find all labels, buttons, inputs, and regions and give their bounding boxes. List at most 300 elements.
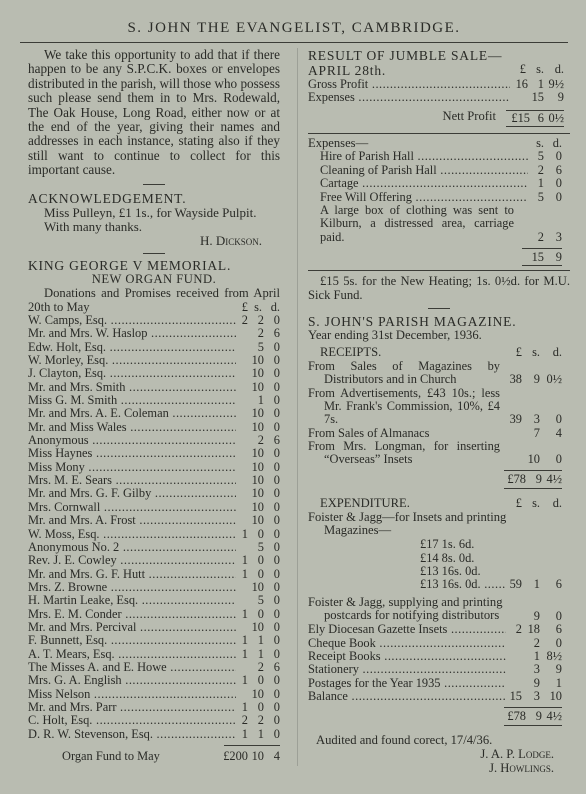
magazine-heading: S. JOHN'S PARISH MAGAZINE. (308, 314, 517, 330)
row-label: Expenses ..... (308, 91, 510, 104)
donor-row (28, 594, 280, 607)
donor-row (28, 728, 280, 741)
row-label: Postages for the Year 1935 ..... (308, 677, 506, 690)
row-shillings: 1 (537, 176, 544, 191)
row-pence: 8½ (546, 648, 562, 663)
row-label: From Sales of Magazines by Distributors and in Church (308, 360, 500, 387)
donor-pence: 0 (273, 313, 280, 327)
divider-rule (428, 308, 450, 309)
donor-pence: 0 (273, 526, 280, 541)
donor-name: The Misses A. and E. Howe ..... (28, 661, 236, 674)
donor-name: Rev. J. E. Cowley ..... (28, 554, 236, 567)
clothing-box-row (308, 204, 570, 244)
col-head-shillings: s. (536, 135, 544, 150)
row-label: From Mrs. Longman, for inserting “Overseas” Insets (308, 440, 500, 467)
donor-row (28, 434, 280, 447)
donor-row (28, 407, 280, 420)
memorial-subheading: NEW ORGAN FUND. (91, 272, 217, 287)
row-pounds: 16 (515, 77, 528, 91)
jumble-column-heads (512, 63, 570, 78)
receipt-row (308, 427, 570, 440)
receipt-row (308, 387, 570, 427)
row-label: Free Will Offering ..... (320, 191, 528, 204)
auditor-2: J. Howlings. (489, 760, 554, 775)
total-pounds: £78 (507, 709, 526, 724)
sub-amount-row (308, 578, 570, 591)
total-pence: 4½ (546, 709, 562, 724)
sub-amount: £14 8s. 0d. (420, 551, 475, 565)
nett-label: Nett Profit (442, 108, 496, 123)
donor-pounds: 1 (241, 526, 248, 541)
jumble-expense-list (308, 150, 570, 203)
col-head-shillings: s. (536, 62, 544, 76)
donor-shillings: 2 (257, 326, 264, 341)
expenditure-row (308, 637, 570, 650)
expenditure-row (308, 690, 570, 703)
row-shillings: 9 (533, 675, 540, 690)
donor-row (28, 314, 280, 327)
row-pence: 0½ (546, 372, 562, 387)
donor-shillings: 10 (251, 473, 264, 488)
donor-pence: 0 (273, 406, 280, 421)
row-label: Cheque Book ..... (308, 637, 506, 650)
donor-shillings: 10 (251, 579, 264, 594)
foister-insets-label: Foister & Jagg—for Insets and printing Magazines— (308, 509, 507, 538)
row-pence: 0 (555, 635, 562, 650)
donor-row (28, 541, 280, 554)
memorial-heading: KING GEORGE V MEMORIAL. (28, 258, 232, 274)
donor-pounds (236, 461, 248, 474)
donor-name: Miss Nelson ..... (28, 688, 236, 701)
row-shillings: 3 (533, 662, 540, 677)
donor-name: Mrs. Z. Browne ..... (28, 581, 236, 594)
donor-row (28, 394, 280, 407)
donor-pence: 0 (273, 339, 280, 354)
donor-pence: 0 (273, 633, 280, 648)
donor-shillings: 10 (251, 379, 264, 394)
donor-list (28, 314, 280, 741)
row-shillings: 5 (537, 189, 544, 204)
row-shillings (522, 565, 540, 578)
row-label: A large box of clothing was sent to Kilburn, a distressed area, carriage paid. (320, 203, 514, 244)
donor-pounds (236, 407, 248, 420)
row-shillings: 2 (537, 229, 544, 244)
donor-pence: 0 (273, 553, 280, 568)
donor-name: Mr. and Mrs. Smith ..... (28, 381, 236, 394)
nett-pounds: £15 (511, 110, 530, 125)
donor-row (28, 381, 280, 394)
donor-pounds (236, 474, 248, 487)
donor-name: A. T. Mears, Esq. ..... (28, 648, 236, 661)
row-shillings: 10 (527, 452, 540, 467)
page-header (20, 14, 568, 43)
donor-row (28, 341, 280, 354)
jumble-expense-row (308, 164, 570, 177)
jumble-date: APRIL 28th. (308, 63, 387, 78)
row-pounds (506, 677, 522, 690)
donor-shillings: 10 (251, 499, 264, 514)
jumble-allocation-note: £15 5s. for the New Heating; 1s. 0½d. for M.U. Sick Fund. (308, 273, 570, 302)
sub-amount: £13 16s. 0d. ..... (308, 578, 506, 591)
jumble-heading: RESULT OF JUMBLE SALE— (308, 48, 503, 63)
donor-shillings: 1 (257, 393, 264, 408)
donor-shillings: 10 (251, 686, 264, 701)
donor-pence: 0 (273, 646, 280, 661)
donor-shillings: 0 (257, 673, 264, 688)
donor-pence: 0 (273, 539, 280, 554)
section-rule (308, 133, 570, 134)
donor-row (28, 608, 280, 621)
jumble-subheading-row (308, 63, 570, 78)
total-pence: 4½ (546, 471, 562, 486)
total-rule (224, 745, 280, 746)
donor-pounds: 1 (241, 553, 248, 568)
gross-profit-row (308, 78, 570, 91)
donor-shillings: 2 (257, 659, 264, 674)
donor-shillings: 10 (251, 486, 264, 501)
row-shillings: 3 (533, 412, 540, 427)
donor-shillings: 10 (251, 446, 264, 461)
sub-amount: £17 1s. 6d. (420, 538, 475, 552)
expenditure-heading: EXPENDITURE. (320, 495, 410, 510)
row-label: Cartage ..... (320, 177, 528, 190)
donor-pounds (236, 501, 248, 514)
donor-name: Mr. and Miss Wales ..... (28, 421, 236, 434)
col-head-pence: d. (552, 345, 562, 360)
total-shillings: 15 (531, 249, 544, 264)
donor-pence: 0 (273, 673, 280, 688)
row-pounds (506, 538, 522, 551)
donor-pounds: 1 (241, 726, 248, 741)
col-head-pence: d. (552, 135, 562, 150)
page-title: S. JOHN THE EVANGELIST, CAMBRIDGE. (127, 20, 461, 36)
col-head-pence: d. (554, 62, 564, 76)
donor-name: Anonymous No. 2 ..... (28, 541, 236, 554)
donor-name: Mrs. Cornwall ..... (28, 501, 236, 514)
total-shillings: 10 (251, 749, 264, 763)
row-shillings: 2 (533, 635, 540, 650)
donor-shillings: 0 (257, 526, 264, 541)
memorial-intro: Donations and Promises received from April 20th to May (28, 286, 280, 314)
auditor-1: J. A. P. Lodge. (480, 747, 554, 762)
nett-shillings: 6 (537, 110, 544, 125)
donor-pence: 0 (273, 366, 280, 381)
donor-pounds (236, 621, 248, 634)
donor-name: Mrs. M. E. Sears ..... (28, 474, 236, 487)
donor-row (28, 554, 280, 567)
row-pence: 10 (549, 688, 562, 703)
row-pence: 0 (555, 608, 562, 623)
expenditure-total-row (308, 707, 570, 726)
donor-pounds (236, 581, 248, 594)
expenses-column-heads (528, 137, 570, 151)
divider-rule (143, 184, 165, 185)
donor-pence: 0 (273, 459, 280, 474)
total-pence: 9 (555, 249, 562, 264)
donor-name: Mr. and Mrs. Parr ..... (28, 701, 236, 714)
section-rule (308, 270, 570, 271)
expenses-heading-row (308, 137, 570, 151)
expenses-row (308, 91, 570, 104)
donor-row (28, 621, 280, 634)
row-pounds: 2 (515, 622, 522, 637)
donor-shillings: 0 (257, 699, 264, 714)
row-pence: 6 (555, 577, 562, 592)
row-shillings: 1 (533, 577, 540, 592)
donor-pence: 0 (273, 566, 280, 581)
expenditure-row (308, 623, 570, 636)
donor-pence: 0 (273, 619, 280, 634)
donor-name: F. Bunnett, Esq. ..... (28, 634, 236, 647)
donor-name: H. Martin Leake, Esq. ..... (28, 594, 236, 607)
donor-row (28, 501, 280, 514)
donor-row (28, 367, 280, 380)
receipts-list (308, 360, 570, 467)
receipts-heading: RECEIPTS. (320, 345, 382, 360)
donor-row (28, 487, 280, 500)
col-head-pounds: £ (241, 299, 248, 314)
row-label: Ely Diocesan Gazette Insets ..... (308, 623, 506, 636)
donor-name: Miss Mony ..... (28, 461, 236, 474)
donor-shillings: 0 (257, 606, 264, 621)
donor-pounds (236, 367, 248, 380)
row-pence (540, 565, 562, 578)
donor-pounds: 1 (241, 606, 248, 621)
row-label: Gross Profit ..... (308, 78, 510, 91)
donor-row (28, 701, 280, 714)
row-pounds: 38 (509, 372, 522, 387)
donor-pounds (236, 421, 248, 434)
receipts-total-row (308, 470, 570, 489)
row-pounds (506, 552, 522, 565)
row-shillings: 9 (533, 372, 540, 387)
donor-name: Mr. and Mrs. G. F. Gilby ..... (28, 487, 236, 500)
donor-pounds (236, 541, 248, 554)
row-pounds (506, 663, 522, 676)
donor-name: D. R. W. Stevenson, Esq. ..... (28, 728, 236, 741)
row-label: Hire of Parish Hall ..... (320, 150, 528, 163)
donor-name: W. Morley, Esq. ..... (28, 354, 236, 367)
row-pence: 0 (555, 452, 562, 467)
donor-name: Anonymous ..... (28, 434, 236, 447)
nett-pence: 0½ (548, 110, 564, 125)
column-divider (297, 48, 298, 766)
donor-name: C. Holt, Esq. ..... (28, 714, 236, 727)
row-shillings: 18 (527, 622, 540, 637)
donor-name: Mrs. E. M. Conder ..... (28, 608, 236, 621)
receipts-total (504, 470, 562, 489)
row-pounds (506, 565, 522, 578)
donor-shillings: 1 (257, 726, 264, 741)
donor-row (28, 568, 280, 581)
donor-pence: 0 (273, 726, 280, 741)
row-pounds: 59 (509, 577, 522, 592)
donor-name: W. Moss, Esq. ..... (28, 528, 236, 541)
row-pence: 0 (555, 412, 562, 427)
row-pounds (506, 650, 522, 663)
row-pence: 0 (555, 149, 562, 164)
spck-notice: We take this opportunity to add that if there happen to be any S.P.C.K. boxes or envelopes distributed in the parish, will those who possess such please send them in to Mrs. Rodewald, The Oak House, Long Road, either now or at the end of the year, giving their names and addresses in each instance, stating also if they still want to continue to collect for this important cause. (28, 47, 281, 178)
donor-pounds: 1 (241, 566, 248, 581)
foister-postcards-label: Foister & Jagg, supplying and printing postcards for notifying distributors (308, 594, 503, 623)
row-label: From Sales of Almanacs (308, 426, 430, 440)
donor-name: Mr. and Mrs. W. Haslop ..... (28, 327, 236, 340)
donor-pence: 0 (273, 513, 280, 528)
donor-name: Miss Haynes ..... (28, 447, 236, 460)
row-shillings: 5 (537, 149, 544, 164)
donor-pounds: 1 (241, 633, 248, 648)
row-pence: 1 (555, 675, 562, 690)
audit-statement: Audited and found corect, 17/4/36. (316, 733, 493, 748)
donor-pence: 0 (273, 353, 280, 368)
row-shillings (522, 538, 540, 551)
sub-amount: £13 16s. 0d. (420, 564, 481, 578)
donor-pence: 0 (273, 686, 280, 701)
row-pence: 4 (555, 425, 562, 440)
donor-pounds: 2 (241, 313, 248, 327)
total-shillings: 9 (535, 709, 542, 724)
jumble-expense-row (308, 191, 570, 204)
col-head-shillings: s. (532, 345, 540, 360)
row-label: Cleaning of Parish Hall ..... (320, 164, 528, 177)
expenditure-row (308, 663, 570, 676)
donor-pounds: 2 (241, 713, 248, 728)
donor-pounds (236, 514, 248, 527)
nett-profit-row (308, 110, 570, 127)
total-label: Organ Fund to May (62, 750, 160, 763)
sub-amount-row (308, 552, 570, 565)
donor-pence: 0 (273, 473, 280, 488)
row-pounds: 15 (509, 688, 522, 703)
row-pence: 6 (555, 162, 562, 177)
donor-pence: 0 (273, 419, 280, 434)
donor-shillings: 10 (251, 366, 264, 381)
donor-shillings: 5 (257, 593, 264, 608)
donor-pounds: 1 (241, 673, 248, 688)
row-pounds: 39 (509, 412, 522, 427)
donor-name: Mr. and Mrs. Percival ..... (28, 621, 236, 634)
row-pounds (506, 637, 522, 650)
donor-row (28, 661, 280, 674)
total-shillings: 9 (535, 471, 542, 486)
donor-row (28, 688, 280, 701)
donor-pounds (236, 594, 248, 607)
donor-name: Mrs. G. A. English ..... (28, 674, 236, 687)
acknowledgement-signature: H. Dickson. (199, 233, 262, 249)
donor-pence: 6 (273, 433, 280, 448)
donor-row (28, 461, 280, 474)
col-head-pounds: £ (515, 495, 522, 510)
donor-pounds (236, 341, 248, 354)
donor-row (28, 674, 280, 687)
row-pounds (510, 91, 528, 104)
expenditure-heading-row (308, 497, 570, 511)
donor-shillings: 10 (251, 513, 264, 528)
row-shillings: 1 (537, 77, 544, 91)
donor-pence: 0 (273, 699, 280, 714)
acknowledgement-text: Miss Pulleyn, £1 1s., for Wayside Pulpit. With many thanks. (44, 204, 257, 234)
donor-pounds: 1 (241, 646, 248, 661)
donor-row (28, 528, 280, 541)
nett-amount (506, 110, 564, 127)
donor-pounds (236, 487, 248, 500)
total-pounds: £200 (223, 749, 248, 763)
row-pence (540, 552, 562, 565)
donor-pence: 0 (273, 486, 280, 501)
row-shillings (522, 552, 540, 565)
donor-pence: 0 (273, 379, 280, 394)
col-head-pounds: £ (519, 62, 526, 76)
expenses-heading: Expenses— (308, 135, 369, 150)
donor-shillings: 10 (251, 619, 264, 634)
row-label: Receipt Books ..... (308, 650, 506, 663)
row-pence: 3 (555, 229, 562, 244)
donor-name: Miss G. M. Smith ..... (28, 394, 236, 407)
sub-amount-row (308, 538, 570, 551)
donor-shillings: 2 (257, 713, 264, 728)
donor-pence: 0 (273, 713, 280, 728)
right-column (308, 48, 570, 776)
donor-pounds (236, 434, 248, 447)
col-head-pence: d. (270, 299, 280, 314)
donor-pounds (236, 661, 248, 674)
magazine-year: Year ending 31st December, 1936. (308, 328, 482, 343)
donor-row (28, 474, 280, 487)
row-label: From Advertisements, £43 10s.; less Mr. Frank's Commission, 10%, £4 7s. (308, 386, 500, 427)
donor-name: Mr. and Mrs. A. Frost ..... (28, 514, 236, 527)
donor-pounds (236, 394, 248, 407)
donor-shillings: 2 (257, 313, 264, 327)
insets-sub-amounts (308, 538, 570, 591)
col-head-shillings: s. (254, 299, 262, 314)
donor-pounds: 1 (241, 699, 248, 714)
donor-pence: 6 (273, 659, 280, 674)
donor-pence: 0 (273, 446, 280, 461)
row-label: Balance ..... (308, 690, 506, 703)
total-pounds: £78 (507, 471, 526, 486)
donor-pence: 6 (273, 326, 280, 341)
donor-name: W. Camps, Esq. ..... (28, 314, 236, 327)
receipt-row (308, 360, 570, 387)
row-pence: 9½ (548, 77, 564, 91)
donor-name: J. Clayton, Esq. ..... (28, 367, 236, 380)
expenditure-column-heads (506, 497, 570, 511)
donor-pounds (236, 447, 248, 460)
donor-pounds (236, 381, 248, 394)
row-label: Stationery ..... (308, 663, 506, 676)
donor-shillings: 0 (257, 553, 264, 568)
donor-shillings: 0 (257, 566, 264, 581)
donor-row (28, 354, 280, 367)
jumble-expense-row (308, 150, 570, 163)
donor-name: Edw. Holt, Esq. ..... (28, 341, 236, 354)
divider-rule (143, 253, 165, 254)
expenditure-list (308, 623, 570, 703)
acknowledgement-heading: ACKNOWLEDGEMENT. (28, 190, 187, 206)
donor-shillings: 1 (257, 646, 264, 661)
col-head-pounds: £ (515, 345, 522, 360)
donor-pence: 0 (273, 579, 280, 594)
receipt-row (308, 440, 570, 467)
expenses-total-row (308, 248, 570, 266)
donor-pence: 0 (273, 393, 280, 408)
donor-pounds (236, 688, 248, 701)
donor-shillings: 10 (251, 419, 264, 434)
donor-row (28, 648, 280, 661)
donor-shillings: 10 (251, 353, 264, 368)
donor-row (28, 421, 280, 434)
row-shillings: 2 (537, 162, 544, 177)
